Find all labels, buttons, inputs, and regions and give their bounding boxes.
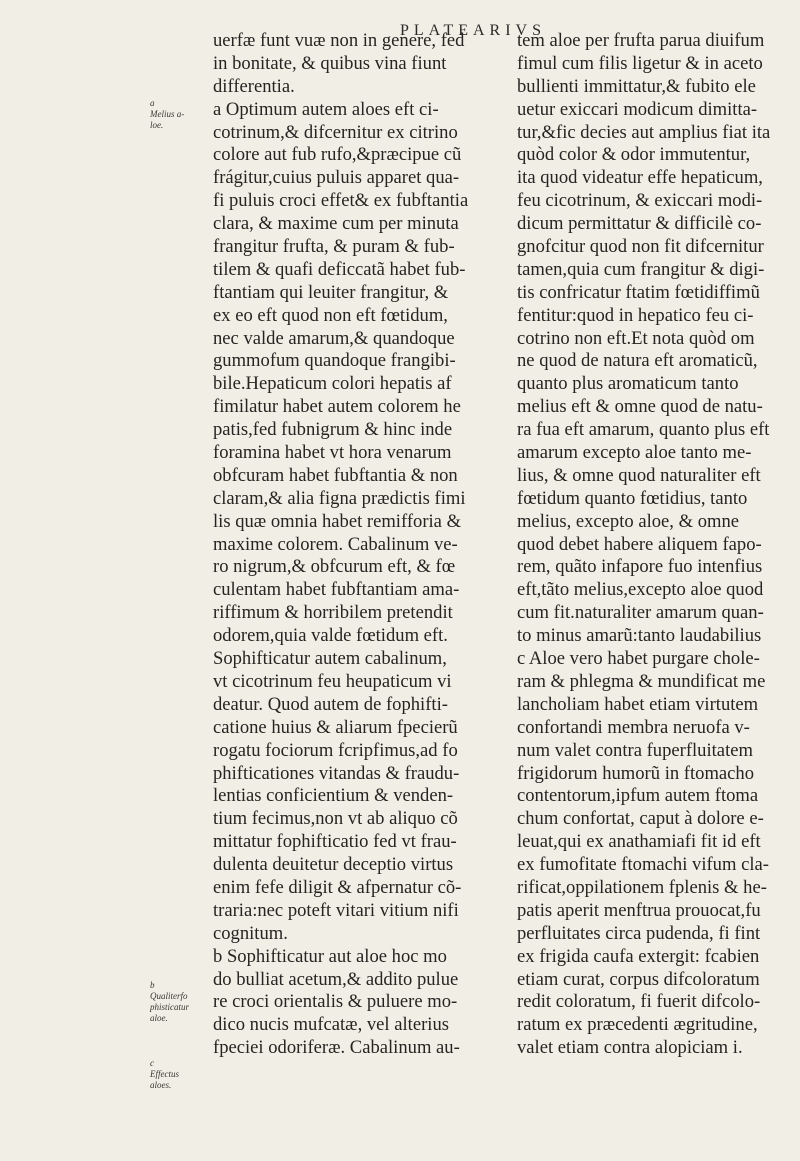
text-line: gnofcitur quod non fit difcernitur xyxy=(517,236,764,258)
text-line: b Sophifticatur aut aloe hoc mo xyxy=(213,945,447,967)
text-line: fpeciei odoriferæ. Cabalinum au- xyxy=(213,1037,460,1059)
text-line: leuat,qui ex anathamiafi fit id eft xyxy=(517,831,761,853)
text-line: cotrinum,& difcernitur ex citrino xyxy=(213,121,458,143)
text-line: dicum permittatur & difficilè co- xyxy=(517,213,762,235)
text-line: colore aut fub rufo,&præcipue cũ xyxy=(213,144,462,166)
text-line: deatur. Quod autem de fophifti- xyxy=(213,693,448,715)
margin-note-a-text: Melius a- loe. xyxy=(150,109,185,130)
text-line: fimilatur habet autem colorem he xyxy=(213,396,461,418)
text-line: mittatur fophifticatio fed vt frau- xyxy=(213,831,457,853)
margin-note-b xyxy=(150,980,210,1024)
text-line: maxime colorem. Cabalinum ve- xyxy=(213,533,458,555)
text-line: quanto plus aromaticum tanto xyxy=(517,373,739,395)
margin-note-a-letter: a xyxy=(150,98,155,108)
text-line: clara, & maxime cum per minuta xyxy=(213,213,459,235)
running-title: PLATEARIVS xyxy=(400,22,547,39)
text-line: eft,tãto melius,excepto aloe quod xyxy=(517,579,764,601)
text-line: phifticationes vitandas & fraudu- xyxy=(213,762,460,784)
margin-note-a xyxy=(150,98,210,131)
text-line: perfluitates circa pudenda, fi fint xyxy=(517,922,761,944)
margin-note-c-text: Effectus aloes. xyxy=(150,1069,179,1090)
text-line: do bulliat acetum,& addito pulue xyxy=(213,968,459,990)
text-line: lius, & omne quod naturaliter eft xyxy=(517,464,761,486)
text-line: quod debet habere aliquem fapo- xyxy=(517,533,762,555)
text-line: differentia. xyxy=(213,75,295,97)
text-line: re croci orientalis & puluere mo- xyxy=(213,991,458,1013)
text-line: Sophifticatur autem cabalinum, xyxy=(213,648,447,670)
text-line: etiam curat, corpus difcoloratum xyxy=(517,968,760,990)
text-line: enim fefe diligit & afpernatur cõ- xyxy=(213,876,462,898)
text-line: dulenta deuitetur deceptio virtus xyxy=(213,854,454,876)
text-line: ratum ex præcedenti ægritudine, xyxy=(517,1014,758,1036)
text-line: valet etiam contra alopiciam i. xyxy=(517,1037,743,1059)
margin-note-b-text: Qualiterfo phisticatur aloe. xyxy=(150,991,190,1023)
text-line: traria:nec poteft vitari vitium nifi xyxy=(213,899,459,921)
text-line: c Aloe vero habet purgare chole- xyxy=(517,648,760,670)
text-line: fimul cum filis ligetur & in aceto xyxy=(517,52,763,74)
text-line: rem, quãto infapore fuo intenfius xyxy=(517,556,763,578)
text-line: num valet contra fuperfluitatem xyxy=(517,739,753,761)
text-line: ex eo eft quod non eft fœtidum, xyxy=(213,304,448,326)
text-line: ne quod de natura eft aromaticũ, xyxy=(517,350,758,372)
text-line: in bonitate, & quibus vina fiunt xyxy=(213,52,447,74)
text-line: melius, excepto aloe, & omne xyxy=(517,510,740,532)
text-line: tium fecimus,non vt ab aliquo cõ xyxy=(213,808,458,830)
text-line: odorem,quia valde fœtidum eft. xyxy=(213,625,448,647)
text-line: rogatu fociorum fcripfimus,ad fo xyxy=(213,739,458,761)
text-line: a Optimum autem aloes eft ci- xyxy=(213,98,439,120)
text-line: cum fit.naturaliter amarum quan- xyxy=(517,602,764,624)
text-line: dico nucis mufcatæ, vel alterius xyxy=(213,1014,449,1036)
text-line: amarum excepto aloe tanto me- xyxy=(517,442,752,464)
text-line: fœtidum quanto fœtidius, tanto xyxy=(517,487,748,509)
text-line: lis quæ omnia habet remifforia & xyxy=(213,510,462,532)
text-line: foramina habet vt hora venarum xyxy=(213,442,452,464)
text-line: tis confricatur ftatim fœtidiffimũ xyxy=(517,281,760,303)
text-line: claram,& alia figna prædictis fimi xyxy=(213,487,466,509)
text-line: tamen,quia cum frangitur & digi- xyxy=(517,258,765,280)
text-line: chum confortat, caput à dolore e- xyxy=(517,808,764,830)
text-line: bile.Hepaticum colori hepatis af xyxy=(213,373,452,395)
text-line: nec valde amarum,& quandoque xyxy=(213,327,455,349)
text-line: cognitum. xyxy=(213,922,288,944)
text-line: fentitur:quod in hepatico feu ci- xyxy=(517,304,754,326)
text-line: lancholiam habet etiam virtutem xyxy=(517,693,759,715)
text-line: quòd color & odor immutentur, xyxy=(517,144,751,166)
text-line: ex frigida caufa extergit: fcabien xyxy=(517,945,760,967)
text-line: fi puluis croci effet& ex fubftantia xyxy=(213,190,469,212)
text-line: melius eft & omne quod de natu- xyxy=(517,396,763,418)
text-line: ex fumofitate ftomachi vifum cla- xyxy=(517,854,769,876)
text-line: culentam habet fubftantiam ama- xyxy=(213,579,460,601)
text-line: uetur exiccari modicum dimitta- xyxy=(517,98,758,120)
text-line: frigidorum humorũ in ftomacho xyxy=(517,762,755,784)
text-line: rificat,oppilationem fplenis & he- xyxy=(517,876,767,898)
text-line: tilem & quafi deficcatã habet fub- xyxy=(213,258,466,280)
text-line: uerfæ funt vuæ non in genere, fed xyxy=(213,30,465,51)
text-line: gummofum quandoque frangibi- xyxy=(213,350,456,372)
text-line: patis,fed fubnigrum & hinc inde xyxy=(213,419,453,441)
margin-note-b-letter: b xyxy=(150,980,155,990)
text-line: frangitur frufta, & puram & fub- xyxy=(213,236,455,258)
margin-note-c xyxy=(150,1058,210,1091)
text-line: tur,&fic decies aut amplius fiat ita xyxy=(517,121,771,143)
text-line: redit coloratum, fi fuerit difcolo- xyxy=(517,991,761,1013)
text-line: cotrino non eft.Et nota quòd om xyxy=(517,327,755,349)
text-line: ftantiam qui leuiter frangitur, & xyxy=(213,281,449,303)
text-line: obfcuram habet fubftantia & non xyxy=(213,464,458,486)
text-line: patis aperit menftrua prouocat,fu xyxy=(517,899,761,921)
text-line: vt cicotrinum feu heupaticum vi xyxy=(213,670,452,692)
text-line: ro nigrum,& obfcurum eft, & fœ xyxy=(213,556,456,578)
text-line: to minus amarũ:tanto laudabilius xyxy=(517,625,762,647)
text-line: lentias conficientium & venden- xyxy=(213,785,454,807)
text-line: tem aloe per frufta parua diuifum xyxy=(517,30,765,51)
text-line: ram & phlegma & mundificat me xyxy=(517,670,766,692)
text-line: ita quod videatur effe hepaticum, xyxy=(517,167,763,189)
text-line: feu cicotrinum, & exiccari modi- xyxy=(517,190,763,212)
text-line: ra fua eft amarum, quanto plus eft xyxy=(517,419,770,441)
margin-note-c-letter: c xyxy=(150,1058,154,1068)
left-text-column xyxy=(213,30,513,1060)
text-line: confortandi membra neruofa v- xyxy=(517,716,750,738)
text-line: frágitur,cuius puluis apparet qua- xyxy=(213,167,460,189)
text-line: catione huius & aliarum fpecierũ xyxy=(213,716,458,738)
text-line: riffimum & horribilem pretendit xyxy=(213,602,453,624)
text-line: bullienti immittatur,& fubito ele xyxy=(517,75,756,97)
right-text-column xyxy=(517,30,795,1060)
text-line: contentorum,ipfum autem ftoma xyxy=(517,785,759,807)
